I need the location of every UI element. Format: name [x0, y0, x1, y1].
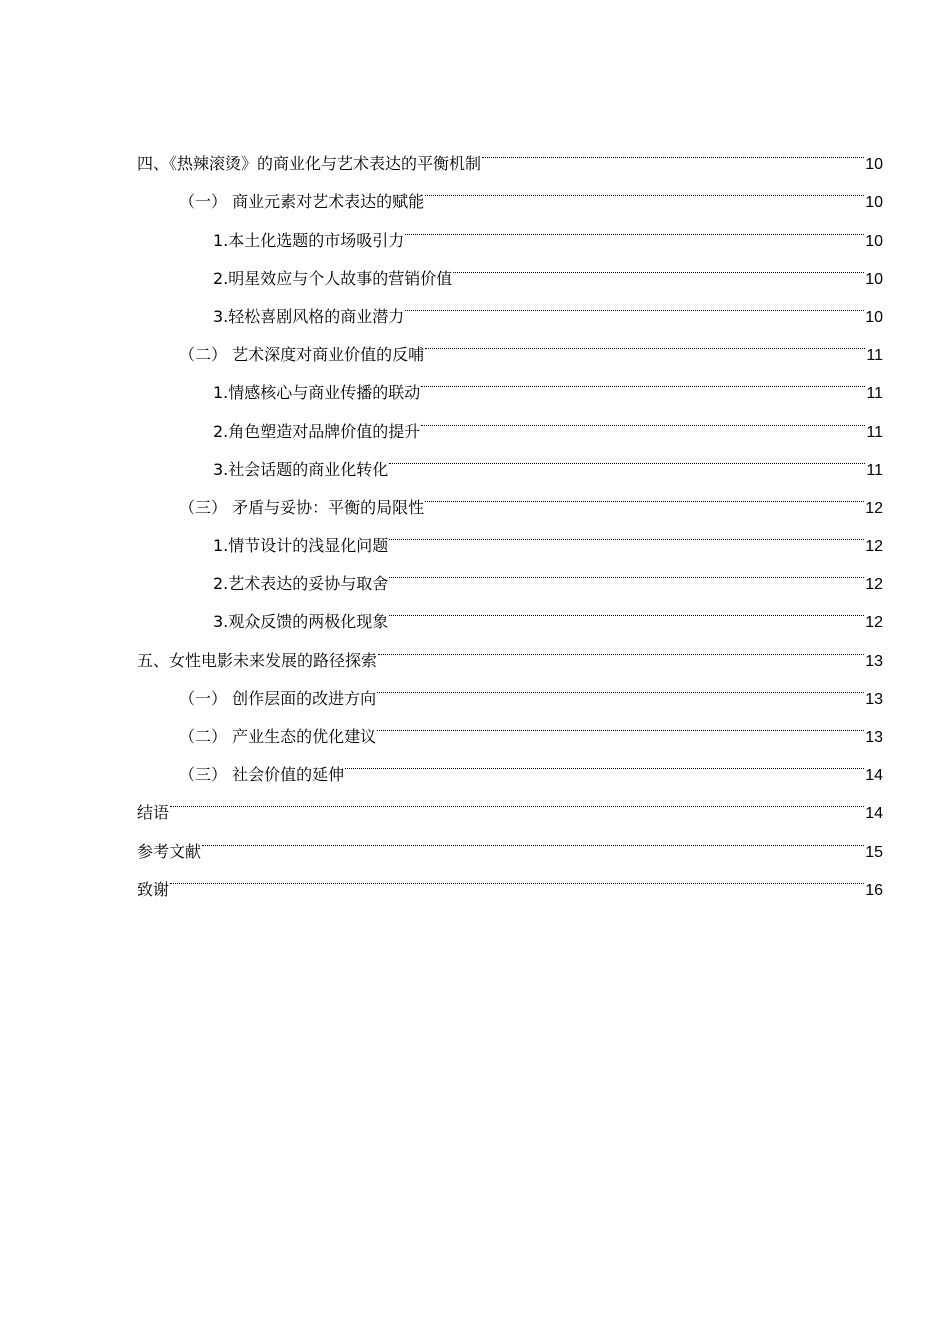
toc-entry-title: （一） 商业元素对艺术表达的赋能	[179, 192, 425, 212]
toc-page-number: 10	[865, 194, 883, 212]
toc-dot-leader	[388, 437, 866, 475]
toc-dot-leader	[481, 131, 865, 169]
toc-page-number: 11	[866, 461, 883, 479]
toc-dot-leader	[169, 780, 865, 818]
toc-entry-title: 致谢	[137, 879, 170, 899]
toc-entry-title: 2.明星效应与个人故事的营销价值	[213, 268, 453, 288]
toc-entry-title: （一） 创作层面的改进方向	[179, 688, 377, 708]
toc-dot-leader	[452, 246, 865, 284]
toc-entry-title: （三） 矛盾与妥协：平衡的局限性	[179, 497, 425, 517]
table-of-contents	[137, 131, 883, 899]
toc-entry-title: （三） 社会价值的延伸	[179, 765, 345, 785]
toc-dot-leader	[377, 627, 865, 665]
toc-page-number: 15	[865, 843, 883, 861]
toc-page-number: 13	[865, 729, 883, 746]
toc-page-number: 10	[865, 156, 883, 174]
toc-dot-leader	[201, 818, 865, 856]
toc-page-number: 10	[865, 308, 883, 326]
toc-page-number: 12	[865, 538, 883, 556]
toc-page-number: 10	[865, 232, 883, 250]
toc-entry[interactable]	[137, 780, 883, 823]
toc-entry-title: 3.观众反馈的两极化现象	[213, 612, 389, 632]
toc-page-number: 14	[865, 805, 883, 823]
toc-entry[interactable]	[137, 131, 883, 174]
toc-page-number: 10	[865, 270, 883, 288]
toc-entry-title: 2.角色塑造对品牌价值的提升	[213, 421, 421, 441]
toc-dot-leader	[376, 666, 865, 704]
toc-entry-title: 1.情感核心与商业传播的联动	[213, 383, 421, 403]
toc-dot-leader	[344, 742, 865, 780]
toc-dot-leader	[376, 704, 865, 742]
toc-page-number: 16	[865, 881, 883, 899]
toc-dot-leader	[388, 589, 865, 627]
toc-entry-title: 1.情节设计的浅显化问题	[213, 536, 389, 556]
toc-page-number: 13	[865, 690, 883, 708]
toc-page-number: 13	[865, 652, 883, 670]
toc-page-number: 11	[866, 423, 883, 441]
toc-page-number: 11	[866, 347, 883, 365]
toc-page-number: 11	[866, 385, 883, 403]
toc-page-number: 14	[865, 767, 883, 785]
toc-page-number: 12	[865, 499, 883, 517]
toc-entry-title: 五、女性电影未来发展的路径探索	[137, 650, 378, 670]
toc-dot-leader	[388, 551, 865, 589]
toc-dot-leader	[420, 398, 866, 436]
toc-entry-title: 四、《热辣滚烫》的商业化与艺术表达的平衡机制	[137, 154, 482, 174]
toc-dot-leader	[420, 360, 866, 398]
toc-page-number: 12	[865, 576, 883, 594]
toc-entry-title: 3.社会话题的商业化转化	[213, 459, 389, 479]
toc-entry[interactable]	[137, 857, 883, 899]
toc-dot-leader	[388, 513, 865, 551]
toc-entry-title: 2.艺术表达的妥协与取舍	[213, 574, 389, 594]
toc-dot-leader	[424, 322, 866, 360]
toc-entry-title: 3.轻松喜剧风格的商业潜力	[213, 306, 405, 326]
toc-entry-title: 参考文献	[137, 841, 202, 861]
toc-entry-title: （二） 艺术深度对商业价值的反哺	[179, 345, 425, 365]
toc-dot-leader	[424, 169, 865, 207]
toc-page-number: 12	[865, 614, 883, 632]
toc-dot-leader	[169, 857, 865, 895]
toc-entry[interactable]	[137, 818, 883, 861]
toc-entry-title: 结语	[137, 803, 170, 823]
toc-dot-leader	[404, 207, 865, 245]
toc-entry-title: （二） 产业生态的优化建议	[179, 727, 377, 746]
toc-entry-title: 1.本土化选题的市场吸引力	[213, 230, 405, 250]
toc-dot-leader	[424, 475, 865, 513]
toc-dot-leader	[404, 284, 865, 322]
